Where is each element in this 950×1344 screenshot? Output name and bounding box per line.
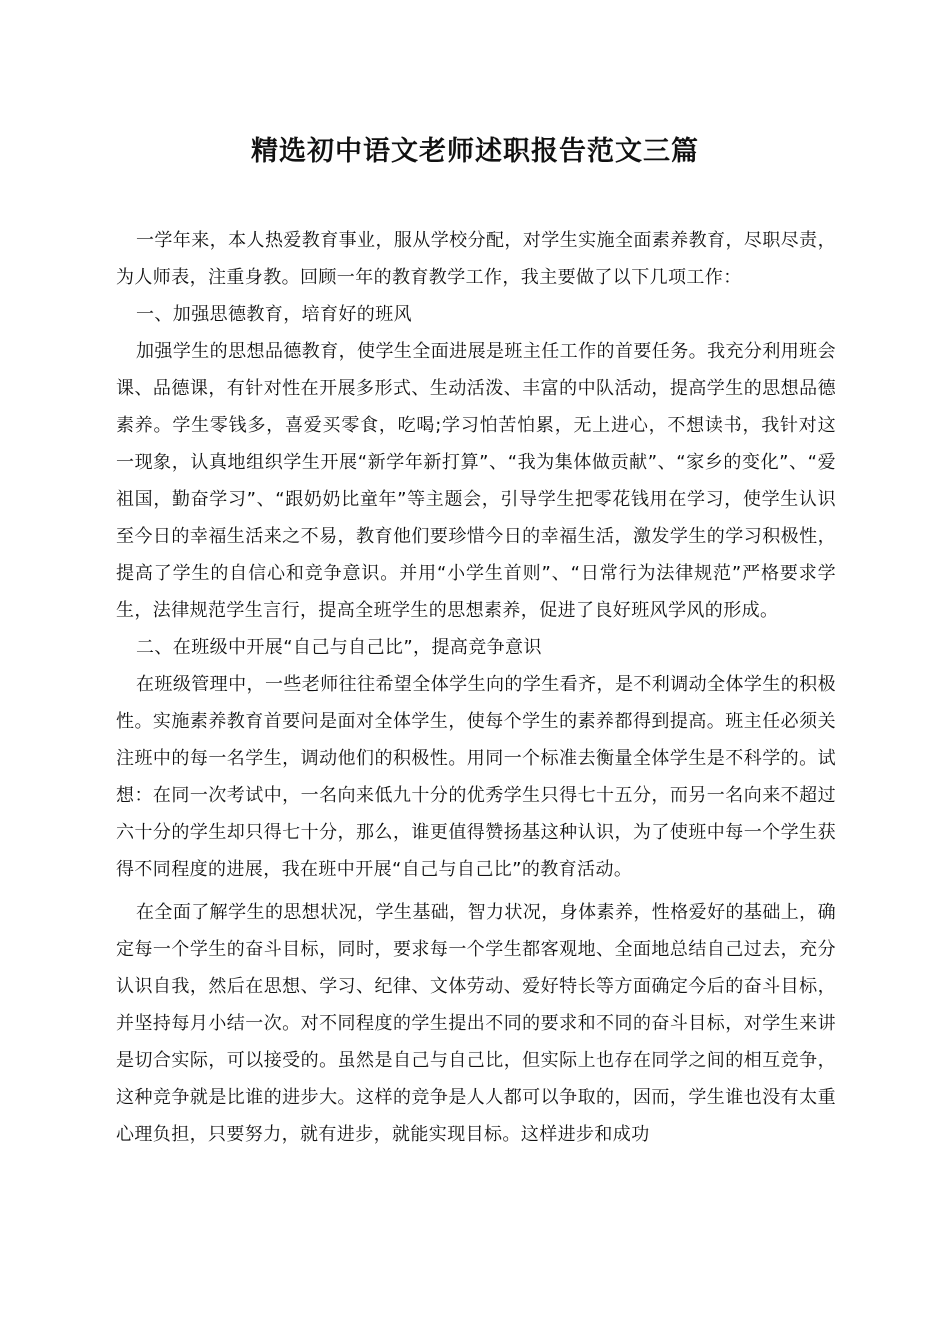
section-1-paragraph: 加强学生的思想品德教育，使学生全面进展是班主任工作的首要任务。我充分利用班会课、品德课，有针对性在开展多形式、生动活泼、丰富的中队活动，提高学生的思想品德素养。学生零钱多，喜爱买零食，吃喝;学习怕苦怕累，无上进心，不想读书，我针对这一现象，认真地组织学生开展“新学年新打算”、“我为集体做贡献”、“家乡的变化”、“爱祖国，勤奋学习”、“跟奶奶比童年”等主题会，引导学生把零花钱用在学习，使学生认识至今日的幸福生活来之不易，教育他们要珍惜今日的幸福生活，激发学生的学习积极性，提高了学生的自信心和竞争意识。并用“小学生首则”、“日常行为法律规范”严格要求学生，法律规范学生言行，提高全班学生的思想素养，促进了良好班风学风的形成。 (116, 341, 836, 621)
intro-paragraph: 一学年来，本人热爱教育事业，服从学校分配，对学生实施全面素养教育，尽职尽责，为人师表，注重身教。回顾一年的教育教学工作，我主要做了以下几项工作： (116, 230, 836, 288)
document-title: 精选初中语文老师述职报告范文三篇 (251, 136, 699, 167)
section-heading-1: 一、加强思德教育，培育好的班风 (136, 304, 412, 325)
section-2-paragraph-2: 在全面了解学生的思想状况，学生基础，智力状况，身体素养，性格爱好的基础上，确定每一个学生的奋斗目标，同时，要求每一个学生都客观地、全面地总结自己过去，充分认识自我，然后在思想、学习、纪律、文体劳动、爱好特长等方面确定今后的奋斗目标，并坚持每月小结一次。对不同程度的学生提出不同的要求和不同的奋斗目标，对学生来讲是切合实际，可以接受的。虽然是自己与自己比，但实际上也存在同学之间的相互竞争，这种竞争就是比谁的进步大。这样的竞争是人人都可以争取的，因而，学生谁也没有太重心理负担，只要努力，就有进步，就能实现目标。这样进步和成功 (116, 902, 836, 1145)
document-body (116, 222, 836, 1153)
section-heading-2: 二、在班级中开展“自己与自己比”，提高竞争意识 (136, 637, 542, 658)
section-2-paragraph-1: 在班级管理中，一些老师往往希望全体学生向的学生看齐，是不利调动全体学生的积极性。实施素养教育首要问是面对全体学生，使每个学生的素养都得到提高。班主任必须关注班中的每一名学生，调动他们的积极性。用同一个标准去衡量全体学生是不科学的。试想：在同一次考试中，一名向来低九十分的优秀学生只得七十五分，而另一名向来不超过六十分的学生却只得七十分，那么，谁更值得赞扬基这种认识，为了使班中每一个学生获得不同程度的进展，我在班中开展“自己与自己比”的教育活动。 (116, 674, 836, 880)
